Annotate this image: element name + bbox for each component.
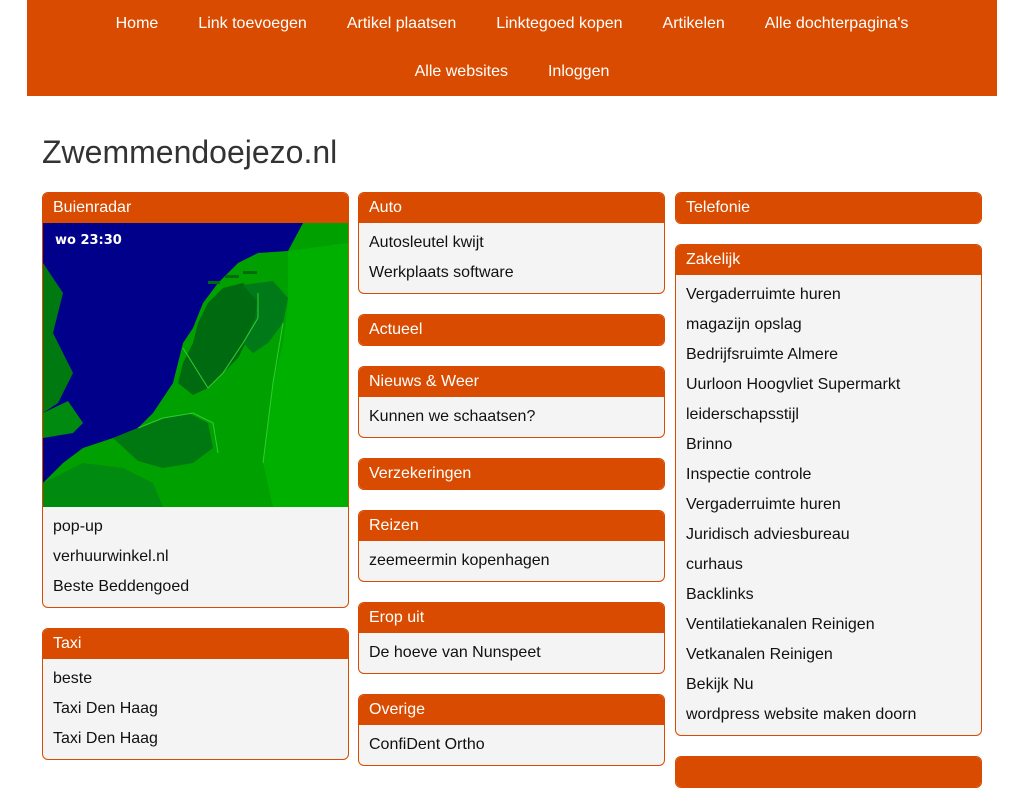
box-body bbox=[43, 507, 348, 607]
box-body bbox=[359, 633, 664, 673]
link-item[interactable]: Backlinks bbox=[686, 586, 754, 603]
link-item[interactable]: Ventilatiekanalen Reinigen bbox=[686, 616, 875, 633]
box-title: Auto bbox=[359, 193, 664, 223]
site-title: Zwemmendoejezo.nl bbox=[42, 134, 338, 170]
column-right bbox=[675, 192, 982, 808]
link-item[interactable]: Inspectie controle bbox=[686, 466, 812, 483]
nav-linktegoed-kopen[interactable]: Linktegoed kopen bbox=[496, 15, 623, 32]
link-item[interactable]: Vergaderruimte huren bbox=[686, 496, 841, 513]
nav-inloggen[interactable]: Inloggen bbox=[547, 63, 610, 80]
link-item[interactable]: zeemeermin kopenhagen bbox=[369, 552, 550, 569]
link-item[interactable]: De hoeve van Nunspeet bbox=[369, 644, 541, 661]
box-reizen bbox=[358, 510, 665, 582]
box-title bbox=[676, 757, 981, 787]
radar-map-image bbox=[43, 223, 348, 507]
nav-home[interactable]: Home bbox=[115, 15, 159, 32]
box-title: Overige bbox=[359, 695, 664, 725]
link-item[interactable]: verhuurwinkel.nl bbox=[53, 548, 169, 565]
link-item[interactable]: curhaus bbox=[686, 556, 743, 573]
box-overige bbox=[358, 694, 665, 766]
buienradar-map[interactable] bbox=[43, 223, 348, 507]
nav-artikelen[interactable]: Artikelen bbox=[662, 15, 725, 32]
column-left bbox=[42, 192, 349, 780]
box-title: Verzekeringen bbox=[359, 459, 664, 489]
box-auto bbox=[358, 192, 665, 294]
nav-row-2 bbox=[27, 62, 997, 82]
box-title: Telefonie bbox=[676, 193, 981, 223]
box-body bbox=[359, 223, 664, 293]
link-item[interactable]: Werkplaats software bbox=[369, 264, 514, 281]
box-body bbox=[676, 275, 981, 735]
column-middle bbox=[358, 192, 665, 786]
box-title: Buienradar bbox=[43, 193, 348, 223]
nav-alle-dochterpaginas[interactable]: Alle dochterpagina's bbox=[764, 15, 909, 32]
nav-alle-websites[interactable]: Alle websites bbox=[414, 63, 508, 80]
box-nieuws-weer bbox=[358, 366, 665, 438]
box-body bbox=[43, 659, 348, 759]
box-verzekeringen bbox=[358, 458, 665, 490]
link-item[interactable]: pop-up bbox=[53, 518, 103, 535]
box-title: Zakelijk bbox=[676, 245, 981, 275]
box-actueel bbox=[358, 314, 665, 346]
top-navigation bbox=[27, 0, 997, 96]
box-title: Reizen bbox=[359, 511, 664, 541]
link-item[interactable]: Kunnen we schaatsen? bbox=[369, 408, 536, 425]
box-body bbox=[359, 541, 664, 581]
link-item[interactable]: beste bbox=[53, 670, 93, 687]
link-item[interactable]: Vergaderruimte huren bbox=[686, 286, 841, 303]
link-item[interactable]: Brinno bbox=[686, 436, 733, 453]
link-item[interactable]: Uurloon Hoogvliet Supermarkt bbox=[686, 376, 901, 393]
box-buienradar bbox=[42, 192, 349, 608]
nav-artikel-plaatsen[interactable]: Artikel plaatsen bbox=[346, 15, 457, 32]
box-telefonie bbox=[675, 192, 982, 224]
link-item[interactable]: Juridisch adviesbureau bbox=[686, 526, 850, 543]
box-taxi bbox=[42, 628, 349, 760]
link-item[interactable]: ConfiDent Ortho bbox=[369, 736, 485, 753]
box-body bbox=[359, 397, 664, 437]
link-item[interactable]: Vetkanalen Reinigen bbox=[686, 646, 833, 663]
radar-timestamp: wo 23:30 bbox=[55, 233, 122, 248]
box-title: Actueel bbox=[359, 315, 664, 345]
link-item[interactable]: Beste Beddengoed bbox=[53, 578, 190, 595]
box-title: Taxi bbox=[43, 629, 348, 659]
box-partial-next bbox=[675, 756, 982, 788]
link-item[interactable]: Bedrijfsruimte Almere bbox=[686, 346, 839, 363]
nav-row-1 bbox=[27, 14, 997, 34]
link-item[interactable]: magazijn opslag bbox=[686, 316, 802, 333]
box-body bbox=[359, 725, 664, 765]
link-item[interactable]: wordpress website maken doorn bbox=[686, 706, 917, 723]
box-title: Erop uit bbox=[359, 603, 664, 633]
link-item[interactable]: Taxi Den Haag bbox=[53, 700, 158, 717]
nav-link-toevoegen[interactable]: Link toevoegen bbox=[198, 15, 307, 32]
link-item[interactable]: leiderschapsstijl bbox=[686, 406, 799, 423]
box-erop-uit bbox=[358, 602, 665, 674]
box-title: Nieuws & Weer bbox=[359, 367, 664, 397]
link-item[interactable]: Autosleutel kwijt bbox=[369, 234, 484, 251]
link-item[interactable]: Bekijk Nu bbox=[686, 676, 754, 693]
link-item[interactable]: Taxi Den Haag bbox=[53, 730, 158, 747]
box-zakelijk bbox=[675, 244, 982, 736]
